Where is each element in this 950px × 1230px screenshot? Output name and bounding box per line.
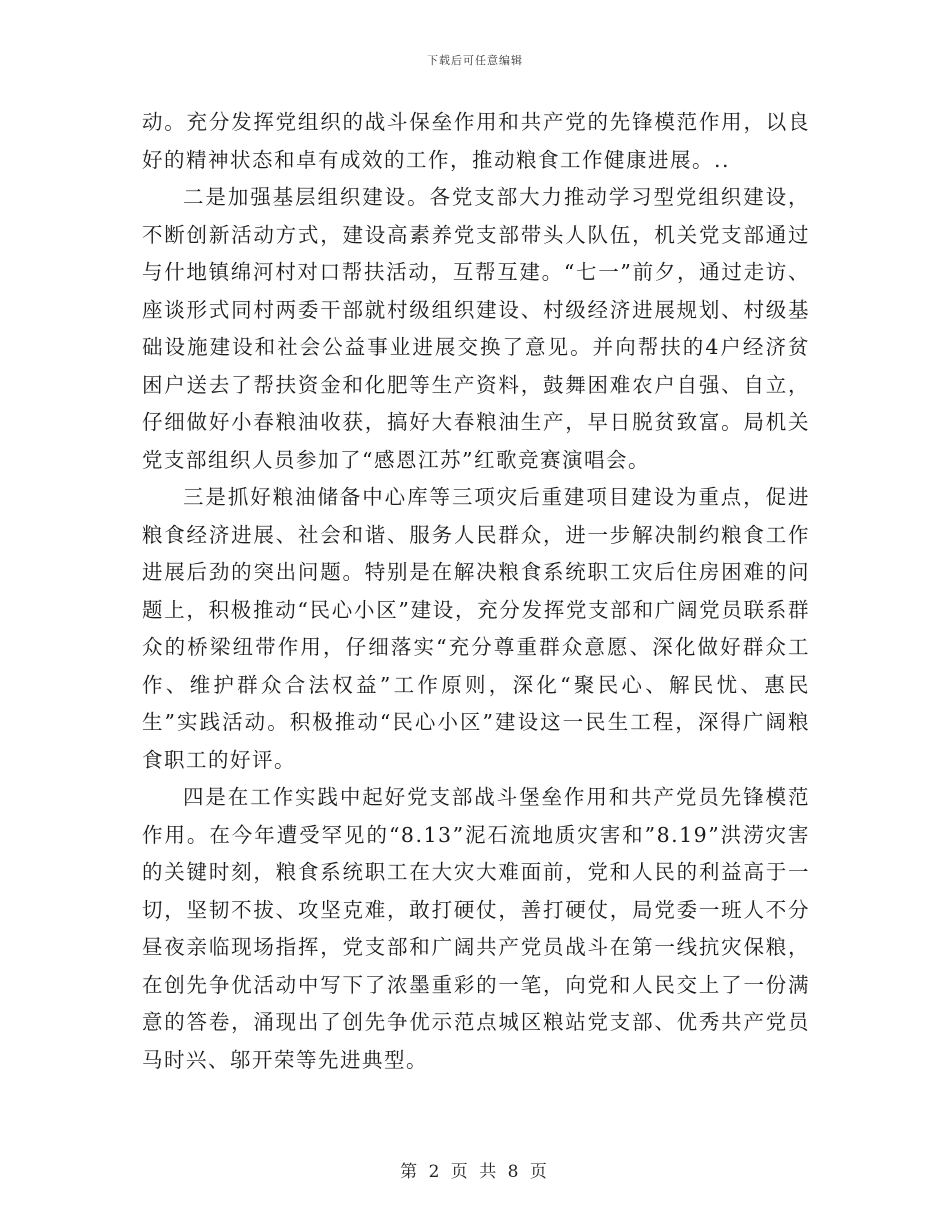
paragraph-disaster-response: 四是在工作实践中起好党支部战斗堡垒作用和共产党员先锋模范作用。在今年遭受罕见的“8.13”泥石流地质灾害和”8.19”洪涝灾害的关键时刻，粮食系统职工在大灾大难面前，党和人民的利益高于一切，坚韧不拔、攻坚克难，敢打硬仗，善打硬仗，局党委一班人不分昼夜亲临现场指挥，党支部和广阔共产党员战斗在第一线抗灾保粮，在创先争优活动中写下了浓墨重彩的一笔，向党和人民交上了一份满意的答卷，涌现出了创先争优示范点城区粮站党支部、优秀共产党员马时兴、邬开荣等先进典型。 xyxy=(142,785,810,1072)
document-body xyxy=(142,104,810,1079)
paragraph-grassroots-organization: 二是加强基层组织建设。各党支部大力推动学习型党组织建设，不断创新活动方式，建设高素养党支部带头人队伍，机关党支部通过与什地镇绵河村对口帮扶活动，互帮互建。“七一”前夕，通过走访、座谈形式同村两委干部就村级组织建设、村级经济进展规划、村级基础设施建设和社会公益事业进展交换了意见。并向帮扶的4户经济贫困户送去了帮扶资金和化肥等生产资料，鼓舞困难农户自强、自立，仔细做好小春粮油收获，搞好大春粮油生产，早日脱贫致富。局机关党支部组织人员参加了“感恩江苏”红歌竞赛演唱会。 xyxy=(142,185,810,472)
page-number-footer: 第 2 页 共 8 页 xyxy=(400,1162,550,1182)
page-header: 下载后可任意编辑 xyxy=(427,54,523,67)
paragraph-continuation: 动。充分发挥党组织的战斗保垒作用和共产党的先锋模范作用，以良好的精神状态和卓有成效的工作，推动粮食工作健康进展。.. xyxy=(142,110,810,172)
paragraph-reconstruction-projects: 三是抓好粮油储备中心库等三项灾后重建项目建设为重点，促进粮食经济进展、社会和谐、服务人民群众，进一步解决制约粮食工作进展后劲的突出问题。特别是在解决粮食系统职工灾后住房困难的问题上，积极推动“民心小区”建设，充分发挥党支部和广阔党员联系群众的桥梁纽带作用，仔细落实“充分尊重群众意愿、深化做好群众工作、维护群众合法权益”工作原则，深化“聚民心、解民忧、惠民生”实践活动。积极推动“民心小区”建设这一民生工程，深得广阔粮食职工的好评。 xyxy=(142,485,810,772)
